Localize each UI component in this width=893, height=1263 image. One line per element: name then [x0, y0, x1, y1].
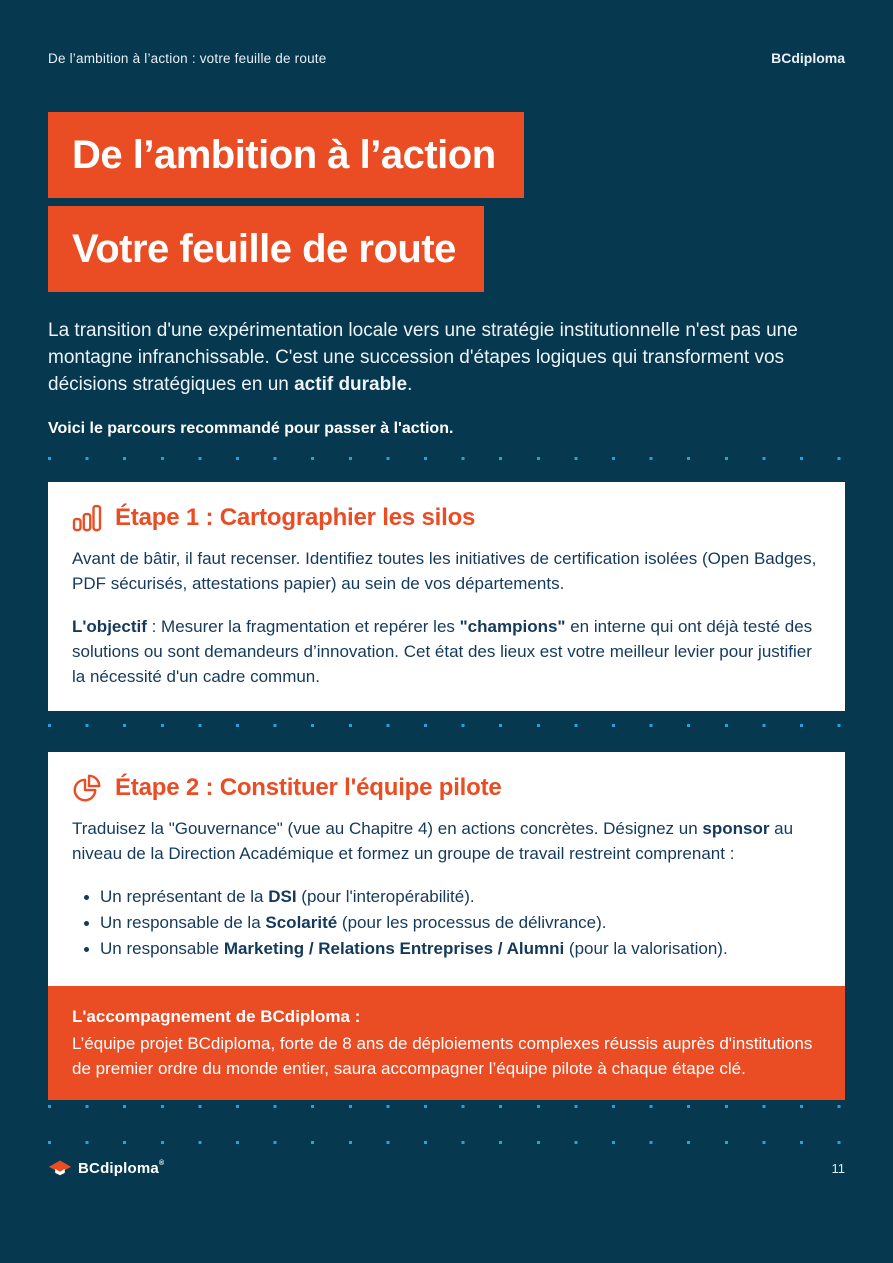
step-2-heading-row: [72, 772, 821, 804]
registered-mark: ®: [158, 1160, 165, 1167]
pie-chart-icon: [72, 773, 102, 803]
dotted-separator: [48, 1105, 845, 1108]
list-item: Un responsable Marketing / Relations Entreprises / Alumni (pour la valorisation).: [82, 936, 821, 962]
dotted-separator: [48, 1141, 845, 1144]
dotted-separator: [48, 457, 845, 460]
page-header: [48, 0, 845, 66]
callout-title: L'accompagnement de BCdiploma :: [72, 1007, 361, 1026]
bcdiploma-support-callout: [48, 986, 845, 1100]
step-1-heading-row: [72, 502, 821, 534]
callout-body: L’équipe projet BCdiploma, forte de 8 ans de déploiements complexes réussis auprès d'institutions de premier ordre du monde entier, saura accompagner l’équipe pilote à chaque étape clé.: [72, 1034, 813, 1078]
page-title-line1: De l’ambition à l’action: [48, 112, 524, 198]
step-1-heading: Étape 1 : Cartographier les silos: [115, 504, 476, 531]
dotted-separator: [48, 724, 845, 727]
step-1-card: [48, 482, 845, 711]
page-number: 11: [831, 1161, 845, 1176]
bcdiploma-logo-icon: [48, 1159, 72, 1178]
bar-chart-icon: [72, 503, 102, 533]
list-item: Un représentant de la DSI (pour l'interopérabilité).: [82, 884, 821, 910]
intro-kicker: Voici le parcours recommandé pour passer à l'action.: [48, 420, 454, 437]
step-2-card: [48, 752, 845, 986]
intro-paragraph: La transition d'une expérimentation locale vers une stratégie institutionnelle n'est pas une montagne infranchissable. C'est une succession d'étapes logiques qui transforment vos décisions stratégiques en un actif durable.: [48, 320, 798, 395]
list-item: Un responsable de la Scolarité (pour les processus de délivrance).: [82, 910, 821, 936]
step-2-bullet-list: [72, 884, 821, 962]
title-block: [48, 66, 845, 292]
page-footer: [48, 1159, 845, 1178]
step-1-paragraph-2: L'objectif : Mesurer la fragmentation et repérer les "champions" en interne qui ont déjà testé des solutions ou sont demandeurs d’innovation. Cet état des lieux est votre meilleur levier pour justifier la nécessité d'un cadre commun.: [72, 617, 813, 686]
step-2-heading: Étape 2 : Constituer l'équipe pilote: [115, 774, 502, 801]
brand-logo: [48, 1159, 164, 1178]
brand-name-header: BCdiploma: [771, 50, 845, 66]
page-title-line2: Votre feuille de route: [48, 206, 484, 292]
brand-name-footer: BCdiploma®: [78, 1160, 165, 1177]
running-title: De l’ambition à l’action : votre feuille de route: [48, 51, 327, 66]
step-1-paragraph-1: Avant de bâtir, il faut recenser. Identifiez toutes les initiatives de certification isolées (Open Badges, PDF sécurisés, attestations papier) au sein de vos départements.: [72, 549, 817, 593]
step-2-intro: Traduisez la "Gouvernance" (vue au Chapitre 4) en actions concrètes. Désignez un sponsor au niveau de la Direction Académique et formez un groupe de travail restreint comprenant :: [72, 819, 794, 863]
